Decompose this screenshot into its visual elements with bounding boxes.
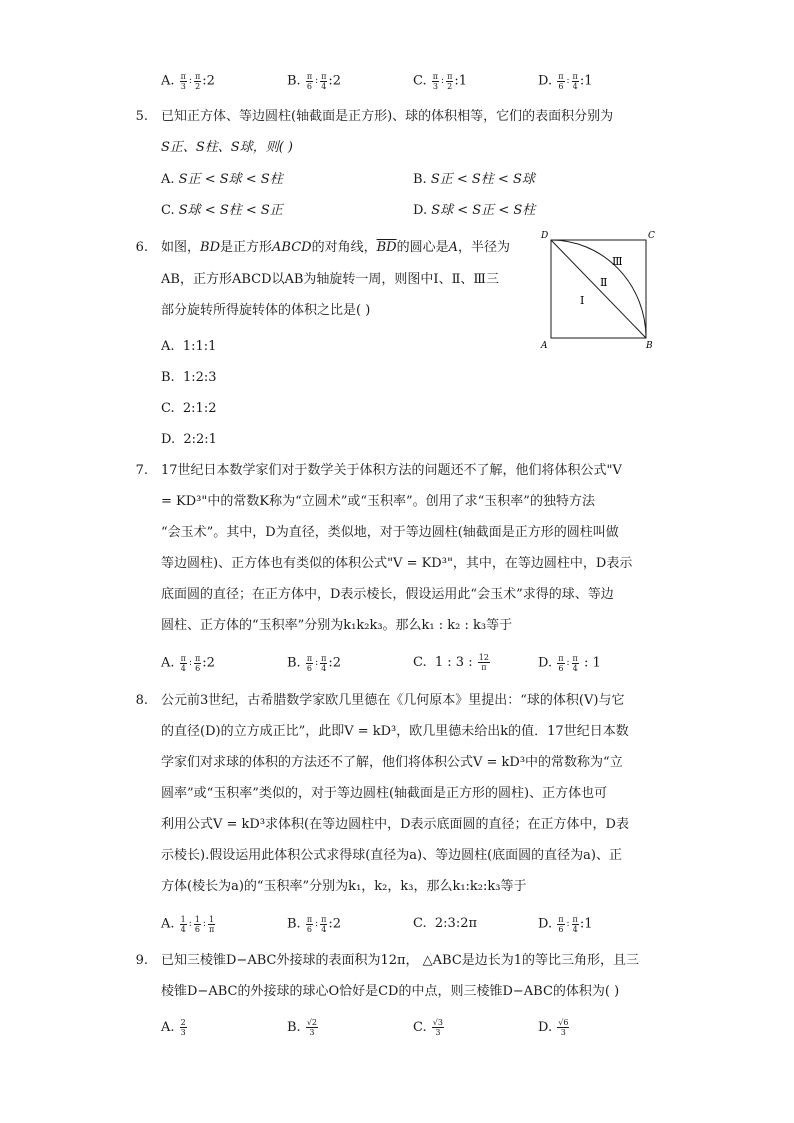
- frac: $\frac{\pi}{3}$: [180, 71, 186, 91]
- option-text: 2:3:2π: [434, 916, 478, 931]
- frac: $\frac{\pi}{2}$: [447, 71, 453, 91]
- option-tail: :2: [202, 655, 215, 671]
- option-letter: D.: [538, 1020, 553, 1035]
- q8-option-b[interactable]: [287, 914, 341, 935]
- option-letter: D.: [538, 655, 553, 671]
- q8-option-c[interactable]: [413, 914, 477, 934]
- q7-option-c[interactable]: [413, 653, 491, 673]
- option-text: 1 : 3 :: [434, 655, 477, 670]
- q7-stem-line6: 圆柱、正方体的“玉积率”分别为k₁k₂k₃。那么k₁ : k₂ : k₃等于: [161, 618, 513, 633]
- q7-stem-line1: 17世纪日本数学家们对于数学关于体积方法的问题还不了解，他们将体积公式"V: [161, 463, 622, 478]
- fracs: $\frac{\pi}{6}$ : $\frac{\pi}{4}$: [306, 653, 327, 673]
- q8-stem-line6: 示棱长).假设运用此体积公式求得球(直径为a)、等边圆柱(底面圆的直径为a)、正: [161, 848, 622, 863]
- q8-number: 8.: [135, 693, 148, 708]
- q4-option-b[interactable]: [287, 71, 341, 92]
- option-text: S正 < S球 < S柱: [178, 172, 283, 187]
- option-letter: C.: [413, 1020, 427, 1035]
- frac: $\frac{\pi}{4}$: [572, 71, 578, 91]
- frac: $\frac{\pi}{6}$: [306, 653, 313, 673]
- q7-stem-line5: 底面圆的直径；在正方体中，D表示棱长，假设运用此“会玉术”求得的球、等边: [161, 587, 614, 602]
- q6-stem-line2: AB，正方形ABCD以AB为轴旋转一周，则图中Ⅰ、Ⅱ、Ⅲ三: [161, 272, 499, 287]
- q4-c-fracs: $\frac{\pi}{3}$ : $\frac{\pi}{2}$: [432, 71, 453, 91]
- q7-number: 7.: [135, 463, 148, 478]
- q6-stem-line3: 部分旋转所得旋转体的体积之比是( ): [161, 303, 371, 318]
- frac: $\frac{\pi}{4}$: [321, 71, 327, 91]
- option-letter: A.: [161, 916, 175, 932]
- q5-option-c[interactable]: [161, 201, 283, 221]
- option-letter: C.: [413, 655, 427, 670]
- fracs: $\frac{\pi}{6}$ : $\frac{\pi}{4}$: [558, 914, 578, 934]
- fracs: $\frac{1}{4}$ : $\frac{1}{6}$ : $\frac{1}{\pi}$: [180, 914, 215, 934]
- option-letter: A.: [161, 339, 175, 354]
- q8-option-a[interactable]: [161, 914, 216, 935]
- frac: $\frac{\pi}{4}$: [321, 914, 327, 934]
- q5-option-b[interactable]: [413, 170, 535, 190]
- frac: $\frac{1}{\pi}$: [208, 914, 215, 934]
- q6-option-d[interactable]: [161, 430, 217, 450]
- option-tail: : 1: [579, 655, 601, 671]
- q5-option-d[interactable]: [413, 201, 535, 221]
- q7-option-d[interactable]: [538, 653, 601, 674]
- option-letter: A.: [161, 1020, 175, 1035]
- option-letter: A.: [161, 172, 175, 187]
- option-tail: :1: [454, 73, 467, 89]
- option-tail: :2: [328, 73, 342, 89]
- q6-number: 6.: [135, 240, 148, 255]
- option-letter: B.: [287, 1020, 301, 1035]
- option-text: 2:2:1: [183, 432, 217, 447]
- option-letter: C.: [161, 203, 175, 218]
- q7-stem-line4: 等边圆柱)、正方体也有类似的体积公式"V = KD³"，其中，在等边圆柱中，D表示: [161, 556, 633, 571]
- frac: $\frac{√3}{3}$: [432, 1018, 443, 1037]
- frac: $\frac{\pi}{6}$: [194, 653, 201, 673]
- frac: $\frac{\pi}{4}$: [180, 653, 186, 673]
- option-text: S球 < S正 < S柱: [431, 203, 536, 218]
- option-letter: B.: [161, 370, 175, 385]
- frac: $\frac{12}{\pi}$: [478, 653, 489, 672]
- q5-option-a[interactable]: [161, 170, 283, 190]
- q7-option-b[interactable]: [287, 653, 341, 674]
- q8-option-d[interactable]: [538, 914, 592, 935]
- option-text: 1:2:3: [182, 370, 217, 385]
- option-text: 1:1:1: [182, 339, 217, 354]
- q8-stem-line4: 圆率”或“玉积率”类似的，对于等边圆柱(轴截面是正方形的圆柱)、正方体也可: [161, 786, 608, 801]
- fracs: $\frac{\pi}{4}$ : $\frac{\pi}{6}$: [180, 653, 201, 673]
- q6-option-b[interactable]: [161, 368, 217, 388]
- q6-stem-line1: 如图，BD是正方形ABCD的对角线，$\overline{BD}$的圆心是A，半径为: [161, 240, 510, 255]
- frac: $\frac{1}{6}$: [194, 914, 200, 934]
- option-letter: C.: [413, 73, 427, 89]
- region-3: Ⅲ: [612, 255, 623, 268]
- frac: $\frac{\pi}{3}$: [432, 71, 439, 91]
- q4-b-fracs: $\frac{\pi}{6}$ : $\frac{\pi}{4}$: [306, 71, 327, 91]
- frac: $\frac{\pi}{6}$: [558, 914, 564, 934]
- frac: $\frac{\pi}{2}$: [194, 71, 201, 91]
- option-tail: :2: [202, 73, 215, 89]
- q7-stem-line2: = KD³"中的常数K称为“立圆术”或“玉积率”。创用了求“玉积率”的独特方法: [161, 494, 595, 509]
- q6-option-a[interactable]: [161, 337, 216, 357]
- option-letter: A.: [161, 73, 175, 89]
- option-tail: :2: [328, 916, 342, 932]
- frac: $\frac{√6}{3}$: [558, 1018, 569, 1037]
- q4-d-fracs: $\frac{\pi}{6}$ : $\frac{\pi}{4}$: [558, 71, 578, 91]
- option-letter: D.: [413, 203, 428, 218]
- q8-stem-line1: 公元前3世纪，古希腊数学家欧几里德在《几何原本》里提出：“球的体积(V)与它: [161, 693, 625, 708]
- q9-number: 9.: [135, 953, 148, 968]
- frac: $\frac{\pi}{4}$: [572, 914, 578, 934]
- fracs: $\frac{\pi}{6}$ : $\frac{\pi}{4}$: [306, 914, 327, 934]
- option-letter: D.: [161, 432, 176, 447]
- q8-stem-line5: 利用公式V = kD³求体积(在等边圆柱中，D表示底面圆的直径；在正方体中，D表: [161, 817, 629, 832]
- label-c: C: [648, 231, 655, 241]
- q5-number: 5.: [135, 109, 148, 124]
- frac: $\frac{\pi}{6}$: [306, 71, 313, 91]
- option-letter: D.: [538, 73, 553, 89]
- frac: $\frac{\pi}{6}$: [558, 71, 564, 91]
- option-tail: :1: [579, 73, 593, 89]
- option-letter: B.: [287, 73, 301, 89]
- q9-option-b[interactable]: [287, 1018, 319, 1038]
- option-text: 2:1:2: [182, 401, 217, 416]
- option-letter: D.: [538, 916, 553, 932]
- fracs: $\frac{\pi}{6}$ : $\frac{\pi}{4}$: [558, 653, 578, 673]
- q9-option-a[interactable]: [161, 1018, 188, 1038]
- q5-stem-line2: S正、S柱、S球，则( ): [161, 140, 293, 155]
- region-1: Ⅰ: [580, 294, 585, 307]
- option-tail: :2: [328, 655, 342, 671]
- q7-stem-line3: “会玉术”。其中，D为直径，类似地，对于等边圆柱(轴截面是正方形的圆柱叫做: [161, 525, 619, 540]
- frac: $\frac{1}{4}$: [180, 914, 186, 934]
- frac: $\frac{√2}{3}$: [306, 1018, 318, 1037]
- q9-option-d[interactable]: [538, 1018, 570, 1038]
- region-2: Ⅱ: [600, 276, 608, 289]
- q6-figure: [538, 228, 658, 353]
- q6-option-c[interactable]: [161, 399, 216, 419]
- q4-option-d[interactable]: [538, 71, 592, 92]
- frac: $\frac{2}{3}$: [180, 1018, 186, 1037]
- option-letter: B.: [287, 655, 301, 671]
- q8-stem-line7: 方体(棱长为a)的“玉积率”分别为k₁，k₂，k₃，那么k₁:k₂:k₃等于: [161, 879, 527, 894]
- q7-option-a[interactable]: [161, 653, 215, 674]
- q9-stem-line2: 棱锥D−ABC的外接球的球心O恰好是CD的中点，则三棱锥D−ABC的体积为( ): [161, 984, 620, 999]
- q4-a-fracs: $\frac{\pi}{3}$ : $\frac{\pi}{2}$: [180, 71, 201, 91]
- diagonal-bd: [551, 240, 646, 338]
- frac: $\frac{\pi}{4}$: [572, 653, 578, 673]
- q4-option-c[interactable]: [413, 71, 467, 92]
- q8-stem-line2: 的直径(D)的立方成正比”，此即V = kD³，欧几里德未给出k的值．17世纪日本数: [161, 724, 629, 739]
- label-b: B: [646, 341, 653, 351]
- option-letter: B.: [413, 172, 427, 187]
- option-text: S球 < S柱 < S正: [178, 203, 283, 218]
- label-d: D: [541, 231, 549, 241]
- q9-option-c[interactable]: [413, 1018, 445, 1038]
- option-letter: C.: [161, 401, 175, 416]
- q5-stem-line1: 已知正方体、等边圆柱(轴截面是正方形)、球的体积相等，它们的表面积分别为: [161, 109, 614, 124]
- q9-stem-line1: 已知三棱锥D−ABC外接球的表面积为12π， △ABC是边长为1的等比三角形，且三: [161, 953, 640, 968]
- label-a: A: [541, 341, 548, 351]
- frac: $\frac{\pi}{6}$: [306, 914, 313, 934]
- frac: $\frac{\pi}{6}$: [558, 653, 564, 673]
- option-text: S正 < S柱 < S球: [430, 172, 535, 187]
- option-letter: A.: [161, 655, 175, 671]
- option-letter: C.: [413, 916, 427, 931]
- frac: $\frac{\pi}{4}$: [321, 653, 327, 673]
- q8-stem-line3: 学家们对求球的体积的方法还不了解，他们将体积公式V = kD³中的常数称为“立: [161, 755, 623, 770]
- arc-bd: $\overline{BD}$: [376, 240, 397, 255]
- option-letter: B.: [287, 916, 301, 932]
- option-tail: :1: [579, 916, 593, 932]
- q4-option-a[interactable]: [161, 71, 215, 92]
